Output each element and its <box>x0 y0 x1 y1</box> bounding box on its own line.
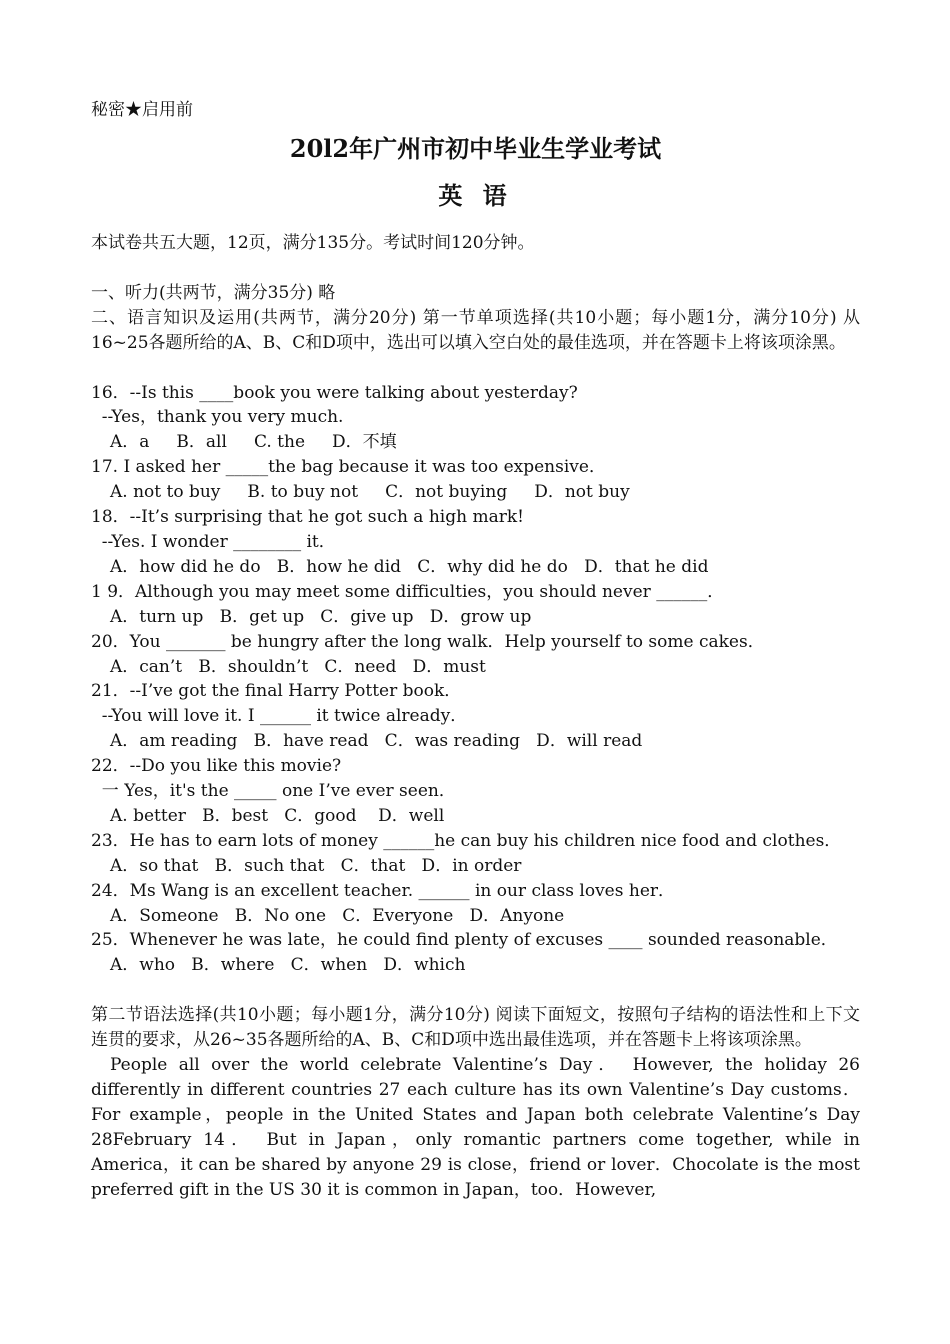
question-stem: --Yes，thank you very much. <box>91 407 344 428</box>
question-stem: 16．--Is this ____book you were talking about yesterday? <box>91 382 578 403</box>
question-stem: 1 9．Although you may meet some difficulties，you should never ______． <box>91 581 725 602</box>
question-25 <box>91 928 860 978</box>
question-stem: 17. I asked her _____the bag because it was too expensive． <box>91 457 606 478</box>
question-stem: --Yes. I wonder ________ it． <box>91 531 336 552</box>
question-options: A．can’t B．shouldn’t C．need D．must <box>110 656 486 677</box>
section-listening: 一、听力(共两节，满分35分) 略 <box>91 282 336 303</box>
question-18 <box>91 505 860 580</box>
question-16 <box>91 381 860 456</box>
question-stem: 一 Yes，it's the _____ one I’ve ever seen． <box>91 781 456 802</box>
question-stem: 23．He has to earn lots of money ______he can buy his children nice food and clothes． <box>91 830 842 851</box>
question-options: A. not to buy B. to buy not C．not buying D．not buy <box>110 482 630 503</box>
exam-title: 20l2年广州市初中毕业生学业考试 <box>289 133 662 163</box>
exam-page <box>91 98 860 1203</box>
question-options: A．am reading B．have read C．was reading D．will read <box>110 731 643 752</box>
question-options: A．who B．where C．when D．which <box>110 955 466 976</box>
reading-passage: People all over the world celebrate Valentine’s Day． However, the holiday 26 differently in different countries 27 each culture has its own Valentine’s Day customs． For example，people in the United States and Japan both celebrate Valentine’s Day 28February 14． But in Japan，only romantic partners come together, while in America，it can be shared by anyone 29 is close，friend or lover．Chocolate is the most preferred gift in the US 30 it is common in Japan，too．However, <box>91 1055 860 1200</box>
question-20 <box>91 630 860 680</box>
question-23 <box>91 829 860 879</box>
question-stem: 21．--I’ve got the final Harry Potter book． <box>91 681 462 702</box>
question-24 <box>91 879 860 929</box>
question-21 <box>91 679 860 754</box>
question-options: A．turn up B．get up C．give up D．grow up <box>110 606 532 627</box>
section-language-intro: 二、语言知识及运用(共两节，满分20分) 第一节单项选择(共10小题；每小题1分，满分10分) 从16~25各题所给的A、B、C和D项中，选出可以填入空白处的最佳选项，并在答题卡上将该项涂黑。 <box>91 307 860 353</box>
question-stem: 25．Whenever he was late，he could find plenty of excuses ____ sounded reasonable． <box>91 930 838 951</box>
exam-intro: 本试卷共五大题，12页，满分135分。考试时间120分钟。 <box>91 232 535 253</box>
question-stem: --You will love it. I ______ it twice already． <box>91 706 468 727</box>
question-stem: 18．--It’s surprising that he got such a high mark! <box>91 507 524 528</box>
question-options: A．a B．all C. the D．不填 <box>110 432 397 453</box>
question-options: A．so that B．such that C．that D．in order <box>110 855 522 876</box>
question-list <box>91 381 860 979</box>
question-stem: 20．You _______ be hungry after the long walk．Help yourself to some cakes． <box>91 631 765 652</box>
question-stem: 22．--Do you like this movie? <box>91 756 342 777</box>
question-options: A．how did he do B．how he did C．why did he do D．that he did <box>110 556 709 577</box>
question-19 <box>91 580 860 630</box>
question-22 <box>91 754 860 829</box>
question-options: A．Someone B．No one C．Everyone D．Anyone <box>110 905 565 926</box>
grammar-section-intro: 第二节语法选择(共10小题；每小题1分，满分10分) 阅读下面短文，按照句子结构的语法性和上下文连贯的要求，从26~35各题所给的A、B、C和D项中选出最佳选项，并在答题卡上将该项涂黑。 <box>91 1005 860 1051</box>
subject-title: 英 语 <box>438 180 513 210</box>
question-17 <box>91 455 860 505</box>
question-stem: 24．Ms Wang is an excellent teacher. ______ in our class loves her． <box>91 880 676 901</box>
question-options: A. better B．best C．good D．well <box>110 805 445 826</box>
secret-label: 秘密★启用前 <box>91 100 193 120</box>
